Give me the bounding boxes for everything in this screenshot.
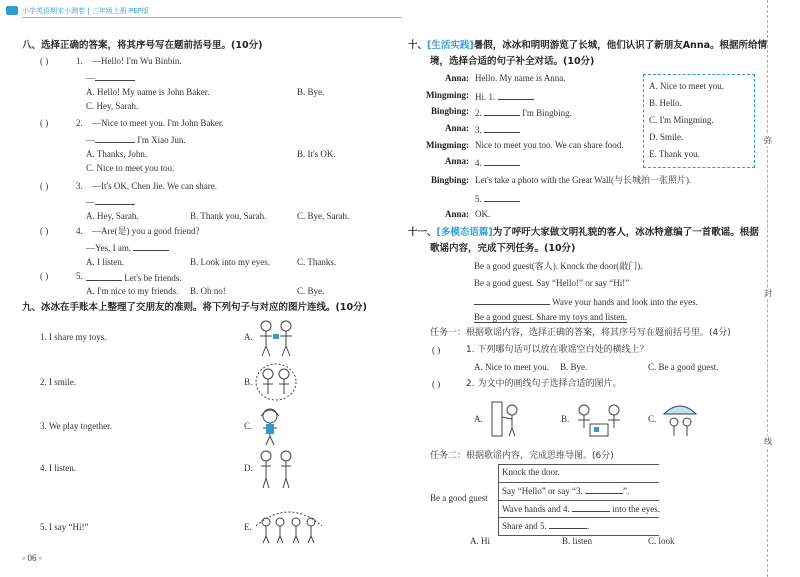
pic-listening[interactable] xyxy=(256,448,296,490)
q4-option-c: C. Thanks. xyxy=(297,257,337,267)
match-item-3[interactable]: 3. We play together. xyxy=(40,421,112,431)
dialogue-line-6: 4. xyxy=(475,156,520,169)
pic-knock-door[interactable] xyxy=(490,400,524,438)
mind-row-2: Say “Hello” or say “3. ”. xyxy=(502,486,630,496)
match-item-5[interactable]: 5. I say “Hi!” xyxy=(40,522,89,532)
dialogue-line-8: 5. xyxy=(475,192,520,205)
answer-option-a: A. Hi xyxy=(470,536,490,546)
section11-heading: 十一、[多模态语篇]为了呼吁大家做文明礼貌的客人，冰冰特意编了一首歌谣。根据 xyxy=(408,227,759,238)
match-item-4[interactable]: 4. I listen. xyxy=(40,463,76,473)
page-number: ◦ 06 ◦ xyxy=(22,553,42,563)
q5-option-b: B. Oh no! xyxy=(190,286,226,296)
pic-smiling[interactable] xyxy=(254,362,298,402)
t1q1-paren[interactable]: ( ) xyxy=(432,345,441,355)
q2-option-c: C. Nice to meet you too. xyxy=(86,163,175,173)
q1-answer-blank[interactable] xyxy=(95,71,135,81)
match-item-1[interactable]: 1. I share my toys. xyxy=(40,332,107,342)
pic-sharing-toys[interactable] xyxy=(256,318,296,358)
blank-1[interactable] xyxy=(498,90,534,100)
task2-heading: 任务二：根据歌谣内容，完成思维导图。(6分) xyxy=(430,451,614,461)
q5-answer-blank[interactable] xyxy=(86,271,122,281)
option-d: D. Smile. xyxy=(649,132,684,142)
t1q2-pic-a-label: A. xyxy=(474,414,483,424)
song-line-4: Be a good guest. Share my toys and listen. xyxy=(474,312,627,322)
t1q2-text: 2. 为文中的画线句子选择合适的图片。 xyxy=(466,379,622,389)
q2-num: 2. xyxy=(76,118,83,128)
q2-option-b: B. It's OK. xyxy=(297,149,336,159)
q4-prompt: —Are(是) you a good friend? xyxy=(92,226,200,236)
pic-label-a: A. xyxy=(244,332,253,342)
dialogue-speaker-7: Bingbing: xyxy=(430,175,469,185)
dialogue-line-3: 2. I'm Bingbing. xyxy=(475,108,572,118)
song-blank[interactable] xyxy=(474,295,550,305)
pic-saying-hi[interactable] xyxy=(254,508,324,544)
q5-paren[interactable]: ( ) xyxy=(40,271,49,281)
header-title: 小学英语期末小测卷 | 三年级上册 PEP版 xyxy=(22,7,149,15)
q1-option-b: B. Bye. xyxy=(297,87,325,97)
dialogue-speaker-2: Mingming: xyxy=(425,90,469,100)
t1q2-pic-b-label: B. xyxy=(561,414,570,424)
option-b: B. Hello. xyxy=(649,98,682,108)
t1q2-pic-c-label: C. xyxy=(648,414,657,424)
gutter-label-3: 线 xyxy=(764,437,772,446)
answer-option-c: C. look xyxy=(648,536,675,546)
mind-blank-3[interactable] xyxy=(585,484,623,494)
q3-answer-blank[interactable] xyxy=(95,195,135,205)
q3-option-a: A. Hey, Sarah. xyxy=(86,211,139,221)
q2-paren[interactable]: ( ) xyxy=(40,118,49,128)
mind-blank-4[interactable] xyxy=(572,502,610,512)
dialogue-line-5: Nice to meet you too. We can share food. xyxy=(475,140,624,150)
q4-answer-blank[interactable] xyxy=(133,241,169,251)
answer-option-b: B. listen xyxy=(562,536,593,546)
q1-reply: — xyxy=(86,71,135,84)
pic-label-d: D. xyxy=(244,463,253,473)
t1q1-option-c: C. Be a good guest. xyxy=(648,362,719,372)
pic-label-e: E. xyxy=(244,522,252,532)
pic-share-toys[interactable] xyxy=(574,402,624,438)
section8-heading: 八、选择正确的答案，将其序号写在题前括号里。(10分) xyxy=(22,40,263,51)
pic-playing-together[interactable] xyxy=(256,406,284,446)
dialogue-line-1: Hello. My name is Anna. xyxy=(475,73,566,83)
blank-3[interactable] xyxy=(484,123,520,133)
q4-num: 4. xyxy=(76,226,83,236)
section9-heading: 九、冰冰在手账本上整理了交朋友的准则。将下列句子与对应的图片连线。(10分) xyxy=(22,302,367,313)
blank-5[interactable] xyxy=(484,192,520,202)
pic-label-c: C. xyxy=(244,421,253,431)
task1-heading: 任务一：根据歌谣内容，选择正确的答案，将其序号写在题前括号里。(4分) xyxy=(430,328,731,338)
q3-prompt: —It's OK, Chen Jie. We can share. xyxy=(92,181,217,191)
match-item-2[interactable]: 2. I smile. xyxy=(40,377,76,387)
q2-option-a: A. Thanks, John. xyxy=(86,149,148,159)
dialogue-line-7: Let's take a photo with the Great Wall(与长城拍一张照片). xyxy=(475,175,692,185)
q1-paren[interactable]: ( ) xyxy=(40,56,49,66)
gutter-label-2: 封 xyxy=(764,289,772,298)
dialogue-speaker-9: Anna: xyxy=(444,209,469,219)
mind-map-center: Be a good guest xyxy=(430,493,488,503)
option-e: E. Thank you. xyxy=(649,149,700,159)
q5-option-c: C. Bye. xyxy=(297,286,325,296)
q3-option-b: B. Thank you, Sarah. xyxy=(190,211,267,221)
q4-reply: —Yes, I am. xyxy=(86,241,169,254)
dialogue-line-4: 3. xyxy=(475,123,520,136)
mind-row-1: Knock the door. xyxy=(502,467,560,477)
section11-heading-line2: 歌谣内容，完成下列任务。(10分) xyxy=(430,243,576,254)
q1-prompt: —Hello! I'm Wu Binbin. xyxy=(92,56,182,66)
q3-num: 3. xyxy=(76,181,83,191)
t1q1-text: 1. 下列哪句话可以放在歌谣空白处的横线上？ xyxy=(466,345,649,355)
dialogue-line-2: Hi. 1. xyxy=(475,90,534,103)
mind-row-3: Wave hands and 4. into the eyes. xyxy=(502,504,661,514)
option-a: A. Nice to meet you. xyxy=(649,81,724,91)
section10-heading-line2: 境，选择合适的句子补全对话。(10分) xyxy=(430,56,595,67)
q5-num: 5. xyxy=(76,271,83,281)
dialogue-line-9: OK. xyxy=(475,209,491,219)
q5-option-a: A. I'm nice to my friends. xyxy=(86,286,179,296)
pic-umbrella[interactable] xyxy=(660,400,700,438)
pic-label-b: B. xyxy=(244,377,253,387)
dialogue-speaker-4: Anna: xyxy=(444,123,469,133)
q4-option-a: A. I listen. xyxy=(86,257,124,267)
q3-reply: — xyxy=(86,195,135,208)
song-line-3: Wave your hands and look into the eyes. xyxy=(474,295,698,308)
mind-blank-5[interactable] xyxy=(549,519,587,529)
blank-4[interactable] xyxy=(484,156,520,166)
section10-heading: 十、[生活实践]暑假，冰冰和明明游览了长城，他们认识了新朋友Anna。根据所给情 xyxy=(408,40,767,51)
mind-row-4: Share and 5. . xyxy=(502,521,590,531)
q3-paren[interactable]: ( ) xyxy=(40,181,49,191)
q1-option-a: A. Hello! My name is John Baker. xyxy=(86,87,210,97)
q1-num: 1. xyxy=(76,56,83,66)
t1q1-option-a: A. Nice to meet you. xyxy=(474,362,549,372)
gutter-label-1: 弥 xyxy=(764,136,772,145)
song-line-2: Be a good guest. Say “Hello!” or say “Hi!” xyxy=(474,278,630,288)
q1-option-c: C. Hey, Sarah. xyxy=(86,101,139,111)
dialogue-speaker-1: Anna: xyxy=(444,73,469,83)
blank-2[interactable] xyxy=(484,106,520,116)
q5-prompt: Let's be friends. xyxy=(86,271,182,284)
q2-answer-blank[interactable] xyxy=(95,133,135,143)
header-logo-icon xyxy=(6,6,18,15)
t1q2-paren[interactable]: ( ) xyxy=(432,379,441,389)
option-c: C. I'm Mingming. xyxy=(649,115,714,125)
q2-reply: — I'm Xiao Jun. xyxy=(86,135,186,145)
q4-paren[interactable]: ( ) xyxy=(40,226,49,236)
q3-option-c: C. Bye, Sarah. xyxy=(297,211,350,221)
header-divider xyxy=(22,17,402,18)
dialogue-speaker-5: Mingming: xyxy=(425,140,469,150)
song-line-1: Be a good guest(客人). Knock the door(敲门). xyxy=(474,261,643,271)
dialogue-speaker-6: Anna: xyxy=(444,156,469,166)
q4-option-b: B. Look into my eyes. xyxy=(190,257,270,267)
q2-prompt: —Nice to meet you. I'm John Baker. xyxy=(92,118,224,128)
dialogue-speaker-3: Bingbing: xyxy=(430,106,469,116)
t1q1-option-b: B. Bye. xyxy=(560,362,588,372)
